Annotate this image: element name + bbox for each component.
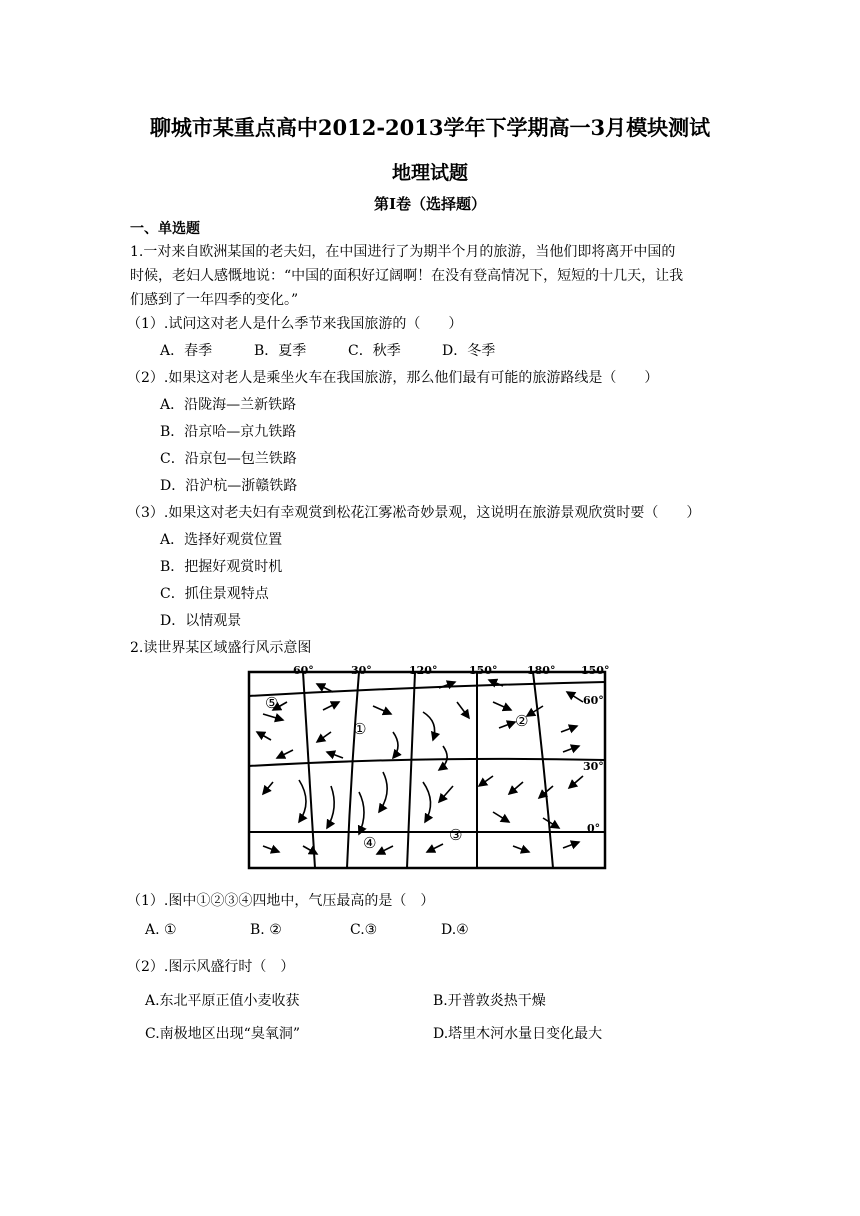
q1-stem-line-1: 1.一对来自欧洲某国的老夫妇，在中国进行了为期半个月的旅游，当他们即将离开中国的 — [130, 244, 676, 260]
q1-sub3-option-c: C．抓住景观特点 — [160, 586, 269, 602]
q1-sub1-option-c: C．秋季 — [348, 343, 401, 359]
longitude-line-3 — [407, 672, 415, 868]
q1-sub2-option-d: D．沿沪杭—浙赣铁路 — [160, 478, 298, 494]
q1-stem-line-2: 时候，老妇人感慨地说：“中国的面积好辽阔啊！在没有登高情况下，短短的十几天，让我 — [130, 268, 684, 284]
q2-sub1-question: （1）.图中①②③④四地中，气压最高的是（ ） — [127, 893, 435, 909]
q2-sub2-option-b: B.开普敦炎热干燥 — [433, 993, 546, 1009]
q1-sub3-option-a: A．选择好观赏位置 — [160, 532, 283, 548]
top-label-3: 120° — [409, 664, 438, 677]
longitude-line-5 — [533, 672, 553, 868]
point-1: ① — [353, 720, 367, 738]
volume-heading: 第I卷（选择题） — [373, 195, 487, 213]
q2-sub1-option-c: C.③ — [350, 922, 378, 938]
point-2: ② — [515, 712, 529, 730]
point-5: ⑤ — [265, 694, 279, 712]
q2-sub1-option-b: B. ② — [250, 922, 282, 938]
q2-sub1-option-a: A. ① — [145, 922, 177, 938]
section-heading: 一、单选题 — [130, 221, 200, 237]
right-label-60: 60° — [583, 694, 604, 707]
top-label-1: 60° — [293, 664, 314, 677]
point-4: ④ — [363, 834, 377, 852]
top-label-6: 150° — [581, 664, 609, 677]
map-frame — [249, 672, 605, 868]
q1-sub1-option-d: D．冬季 — [442, 343, 496, 359]
longitude-line-1 — [303, 672, 315, 868]
prevailing-wind-map — [243, 662, 609, 874]
right-label-0: 0° — [587, 822, 601, 835]
page-title: 聊城市某重点高中2012-2013学年下学期高一3月模块测试 — [149, 115, 711, 140]
q1-sub2-option-a: A．沿陇海—兰新铁路 — [160, 397, 297, 413]
q1-sub2-question: （2）.如果这对老人是乘坐火车在我国旅游，那么他们最有可能的旅游路线是（ ） — [127, 370, 659, 386]
q2-sub1-option-d: D.④ — [441, 922, 469, 938]
q1-sub1-question: （1）.试问这对老人是什么季节来我国旅游的（ ） — [127, 316, 463, 332]
q2-sub2-option-d: D.塔里木河水量日变化最大 — [433, 1026, 603, 1042]
longitude-line-2 — [347, 672, 359, 868]
q1-sub2-option-b: B．沿京哈—京九铁路 — [160, 424, 297, 440]
q2-stem: 2.读世界某区域盛行风示意图 — [130, 640, 312, 656]
q1-sub1-option-a: A．春季 — [160, 343, 213, 359]
q1-sub1-option-b: B．夏季 — [254, 343, 307, 359]
latitude-line-30 — [249, 759, 605, 766]
q1-sub2-option-c: C．沿京包—包兰铁路 — [160, 451, 297, 467]
latitude-line-60 — [249, 682, 605, 696]
q2-sub2-question: （2）.图示风盛行时（ ） — [127, 959, 295, 975]
q2-sub2-option-c: C.南极地区出现“臭氧洞” — [145, 1026, 300, 1042]
q1-sub3-option-b: B．把握好观赏时机 — [160, 559, 283, 575]
top-label-2: 30° — [351, 664, 372, 677]
top-label-5: 180° — [527, 664, 556, 677]
q1-stem-line-3: 们感到了一年四季的变化。” — [130, 292, 299, 308]
q1-sub3-question: （3）.如果这对老夫妇有幸观赏到松花江雾凇奇妙景观，这说明在旅游景观欣赏时要（ ） — [127, 505, 701, 521]
q1-sub3-option-d: D．以情观景 — [160, 613, 242, 629]
right-label-30: 30° — [583, 760, 604, 773]
q2-sub2-option-a: A.东北平原正值小麦收获 — [145, 993, 300, 1009]
point-3: ③ — [449, 826, 463, 844]
subject-title: 地理试题 — [391, 162, 468, 184]
top-label-4: 150° — [469, 664, 498, 677]
